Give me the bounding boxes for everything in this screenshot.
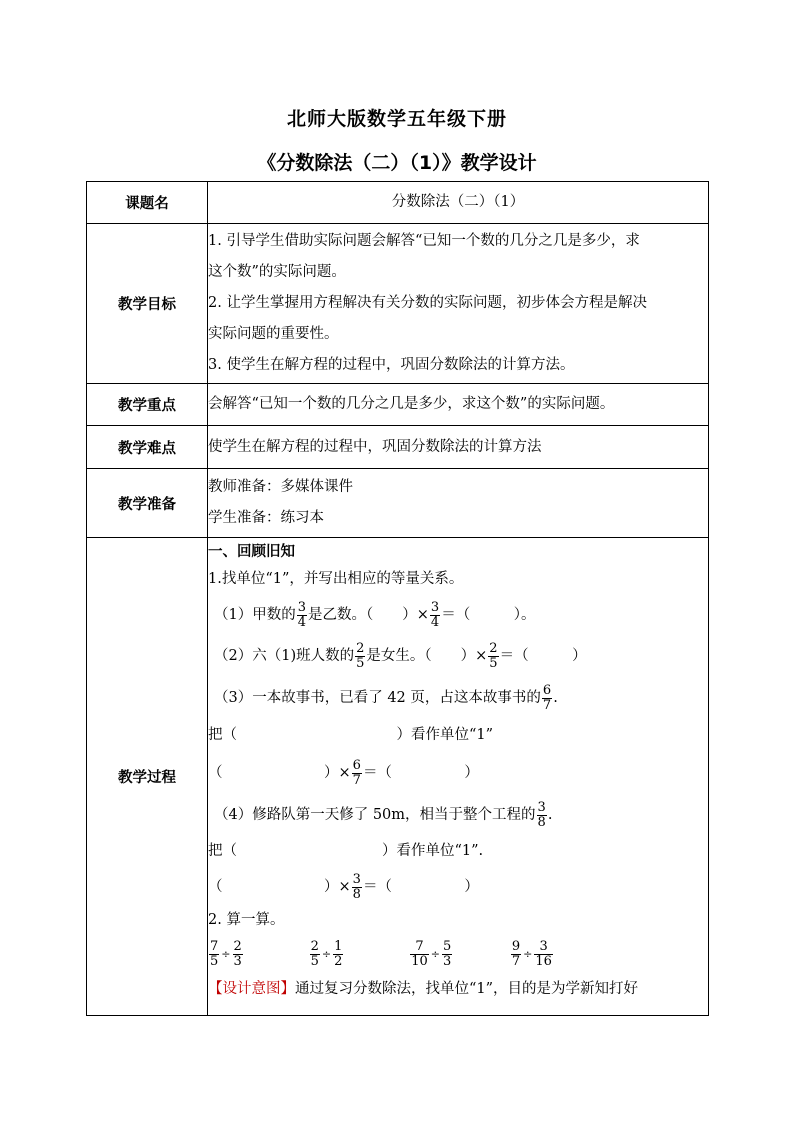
process-row: [87, 538, 709, 1016]
design-intent: [208, 975, 708, 1003]
goal-line: 3. 使学生在解方程的过程中，巩固分数除法的计算方法。: [208, 357, 575, 373]
calc-item: $\frac{7}{5}$ ÷ $\frac{2}{3}$: [210, 938, 242, 969]
fraction: $\frac{6}{7}$: [352, 757, 361, 788]
goal-line: 实际问题的重要性。: [208, 326, 339, 342]
design-intent-text: 通过复习分数除法，找单位“1”，目的是为学新知打好: [295, 981, 639, 997]
question-1: 1.找单位“1”，并写出相应的等量关系。: [208, 571, 464, 587]
prep-label: 教学准备: [87, 469, 208, 538]
difficult-label: 教学难点: [87, 426, 208, 469]
key-value: 会解答“已知一个数的几分之几是多少，求这个数”的实际问题。: [208, 384, 709, 426]
goals-row: [87, 224, 709, 384]
fraction: $\frac{3}{4}$: [430, 599, 440, 630]
lesson-plan-table: [86, 181, 709, 1016]
problem-2: （2）六（1)班人数的 $\frac{2}{5}$ 是女生。（ ）× $\frac{2}{5}$ ＝（ ）: [214, 640, 587, 671]
key-row: [87, 384, 709, 426]
goals-label: 教学目标: [87, 224, 208, 384]
calc-item: $\frac{2}{5}$ ÷ $\frac{1}{2}$: [310, 938, 343, 969]
problem-3: （3）一本故事书，已看了 42 页，占这本故事书的 $\frac{6}{7}$ .: [214, 682, 558, 713]
key-label: 教学重点: [87, 384, 208, 426]
difficult-value: 使学生在解方程的过程中，巩固分数除法的计算方法: [208, 426, 709, 469]
topic-value: 分数除法（二）（1）: [208, 182, 709, 224]
goal-line: 这个数”的实际问题。: [208, 264, 346, 280]
fraction: $\frac{3}{8}$: [352, 871, 361, 902]
goals-content: [208, 224, 709, 384]
calc-item: $\frac{9}{7}$ ÷ $\frac{3}{16}$: [511, 938, 552, 969]
fraction: $\frac{2}{5}$: [489, 640, 498, 671]
problem-3-unit: 把（ ）看作单位“1”: [208, 727, 494, 743]
fraction: $\frac{3}{4}$: [297, 599, 307, 630]
section-heading: 一、回顾旧知: [208, 544, 295, 560]
goal-line: 1. 引导学生借助实际问题会解答“已知一个数的几分之几是多少，求: [208, 233, 640, 249]
topic-label: 课题名: [87, 182, 208, 224]
prep-line: 教师准备：多媒体课件: [208, 479, 353, 495]
fraction: $\frac{2}{5}$: [356, 640, 365, 671]
process-content: [208, 538, 709, 1016]
problem-3-equation: （ ）× $\frac{6}{7}$ ＝（ ）: [208, 757, 479, 788]
fraction: $\frac{6}{7}$: [542, 682, 552, 713]
design-intent-tag: 【设计意图】: [208, 981, 295, 997]
calc-row: [208, 933, 708, 975]
process-label: 教学过程: [87, 538, 208, 1016]
problem-4: （4）修路队第一天修了 50m，相当于整个工程的 $\frac{3}{8}$ .: [214, 799, 553, 830]
calc-item: $\frac{7}{10}$ ÷ $\frac{5}{3}$: [411, 938, 452, 969]
document-title: 北师大版数学五年级下册: [286, 108, 507, 130]
problem-1: （1）甲数的 $\frac{3}{4}$ 是乙数。（ ）× $\frac{3}{4}$ ＝（ ）。: [214, 599, 536, 630]
problem-4-equation: （ ）× $\frac{3}{8}$ ＝（ ）: [208, 871, 479, 902]
question-2: 2. 算一算。: [208, 912, 285, 928]
prep-content: [208, 469, 709, 538]
fraction: $\frac{3}{8}$: [537, 799, 546, 830]
problem-4-unit: 把（ ）看作单位“1”.: [208, 843, 484, 859]
topic-row: [87, 182, 709, 224]
goal-line: 2. 让学生掌握用方程解决有关分数的实际问题，初步体会方程是解决: [208, 295, 647, 311]
difficult-row: [87, 426, 709, 469]
prep-row: [87, 469, 709, 538]
prep-line: 学生准备：练习本: [208, 510, 324, 526]
lesson-title: 《分数除法（二）（1）》教学设计: [257, 152, 537, 174]
